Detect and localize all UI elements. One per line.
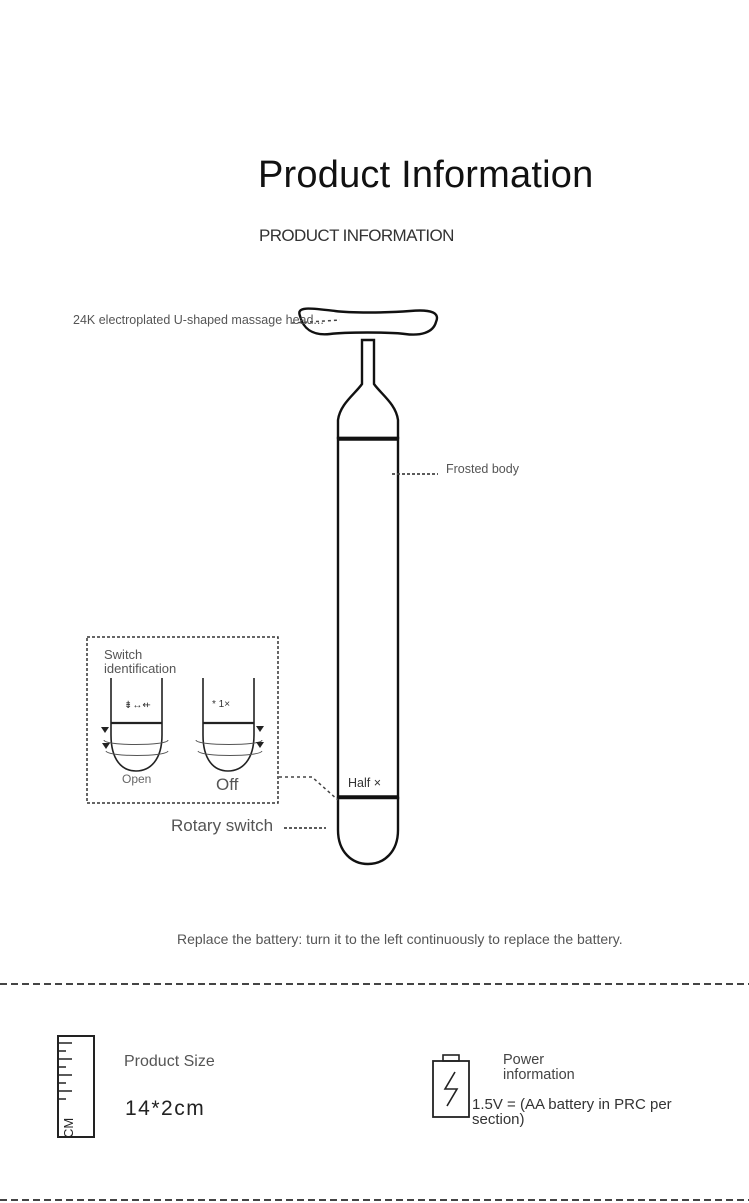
open-mark: ⇟↔⇷ xyxy=(124,700,151,711)
power-info-value: 1.5V = (AA battery in PRC per section) xyxy=(472,1096,672,1128)
battery-icon xyxy=(433,1055,469,1117)
rotary-switch-label: Rotary switch xyxy=(171,816,274,835)
open-label: Open xyxy=(122,772,152,786)
ruler-unit-wrap xyxy=(61,1104,89,1138)
power-info-title: Power information xyxy=(503,1052,575,1083)
page-title: Product Information xyxy=(258,154,594,196)
product-size-value: 14*2cm xyxy=(125,1097,206,1120)
battery-replace-note: Replace the battery: turn it to the left continuously to replace the battery. xyxy=(177,931,623,947)
switch-box-title: Switch identification xyxy=(104,647,177,676)
off-switch-drawing xyxy=(196,678,264,771)
switch-box-leader xyxy=(279,777,338,800)
bottom-cap-shape xyxy=(338,798,398,864)
page-subtitle: PRODUCT INFORMATION xyxy=(259,226,454,245)
open-switch-drawing xyxy=(101,678,168,771)
half-label: Half × xyxy=(348,776,382,790)
ruler-unit-label: CM xyxy=(61,1117,76,1138)
product-size-title: Product Size xyxy=(124,1053,215,1070)
massage-head-label: 24K electroplated U-shaped massage head... xyxy=(73,313,324,327)
body-shape xyxy=(338,438,398,798)
off-label: Off xyxy=(216,775,239,794)
neck-shape xyxy=(338,340,398,438)
off-mark: * 1× xyxy=(212,699,231,710)
frosted-body-label: Frosted body xyxy=(446,462,519,476)
